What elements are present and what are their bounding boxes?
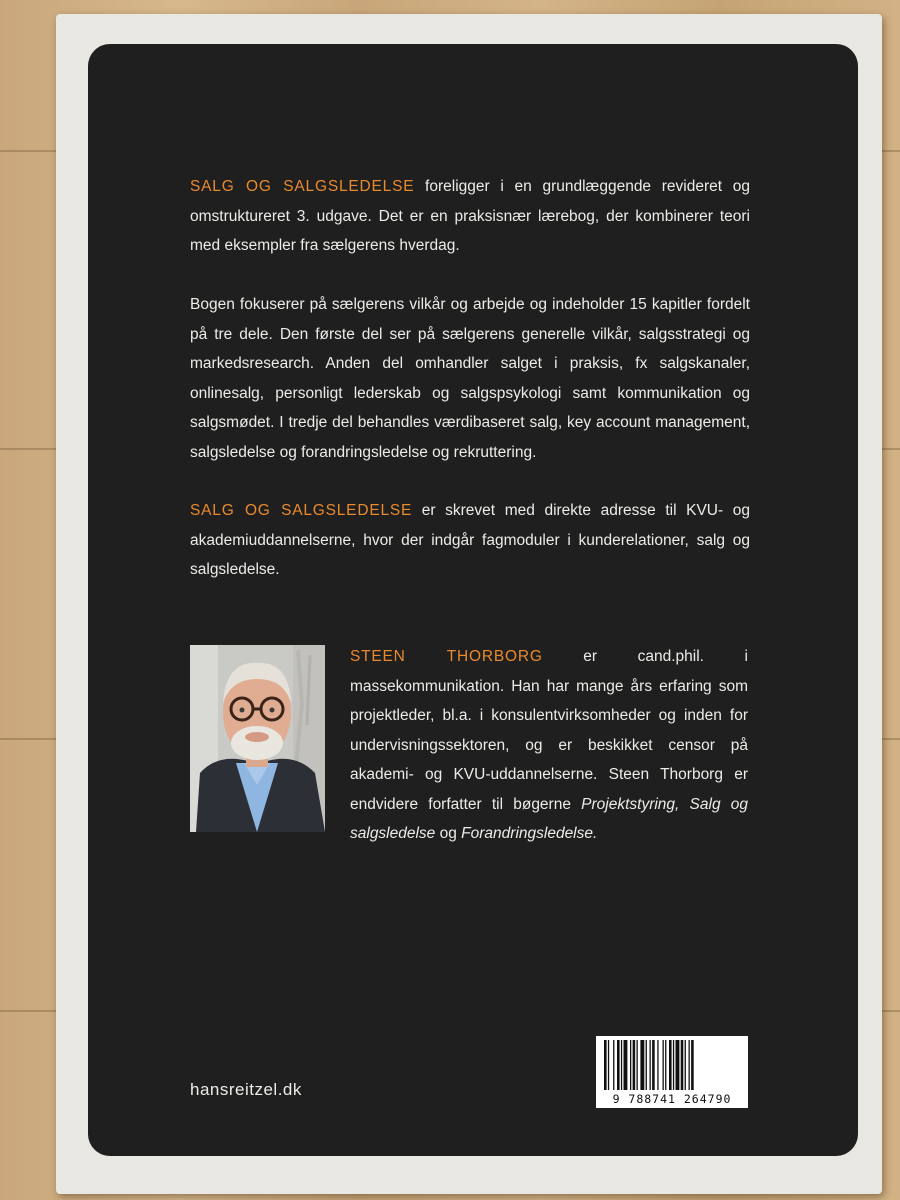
bio-end: . <box>593 825 598 842</box>
isbn-number: 9 788741 264790 <box>612 1092 732 1106</box>
book-reference: Forandringsledelse <box>461 825 593 842</box>
book-title-highlight: SALG OG SALGSLEDELSE <box>190 178 415 195</box>
barcode-bar <box>640 1040 644 1090</box>
barcode-bar <box>608 1040 609 1090</box>
barcode-bar <box>681 1040 684 1090</box>
barcode-bar <box>657 1040 658 1090</box>
barcode-bar <box>613 1040 614 1090</box>
book-back <box>56 14 882 1194</box>
barcode-bar <box>630 1040 631 1090</box>
barcode-bars <box>596 1040 748 1094</box>
paragraph-text: er skrevet med direkte adresse til KVU- og akademiuddannelserne, hvor der indgår fagmoduler i kunderelationer, salg og salgsledelse. <box>190 502 750 578</box>
isbn-barcode <box>596 1036 748 1108</box>
barcode-bar <box>621 1040 622 1090</box>
book-reference-separator: , <box>675 795 690 813</box>
barcode-bar <box>604 1040 607 1090</box>
bio-text: er cand.phil. i massekommunikation. Han har mange års erfaring som projektleder, bl.a. i konsulentvirksomheder og inden for undervisningssektoren, og er beskikket censor på akademi- og KVU-uddannelserne. Steen Thorborg er endvidere forfatter til bøgerne <box>350 648 748 813</box>
book-reference: Projektstyring <box>581 795 676 813</box>
paragraph-text: foreligger i en grundlæggende revideret og omstruktureret 3. udgave. Det er en praksisnær lærebog, der kombinerer teori med eksempler fra sælgerens hverdag. <box>190 178 751 254</box>
description-paragraph-1 <box>190 172 750 261</box>
description-paragraph-3 <box>190 496 750 585</box>
barcode-bar <box>663 1040 664 1090</box>
author-name: STEEN THORBORG <box>350 648 543 665</box>
barcode-bar <box>685 1040 686 1090</box>
barcode-bar <box>691 1040 694 1090</box>
author-bio <box>350 642 748 849</box>
author-portrait <box>190 645 325 832</box>
book-reference-separator: og <box>435 825 462 842</box>
back-cover <box>88 44 858 1156</box>
barcode-bar <box>676 1040 680 1090</box>
barcode-bar <box>650 1040 651 1090</box>
barcode-bar <box>617 1040 620 1090</box>
publisher-website: hansreitzel.dk <box>190 1080 302 1099</box>
description-paragraph-2: Bogen fokuserer på sælgerens vilkår og arbejde og indeholder 15 kapitler fordelt på tre dele. Den første del ser på sælgerens generelle vilkår, salgsstrategi og markedsresearch. Anden del omhandler salget i praksis, fx salgskanaler, onlinesalg, personligt lederskab og salgspsykologi samt kommunikation og salgsmødet. I tredje del behandles værdibaseret salg, key account management, salgsledelse og forandringsledelse og rekruttering. <box>190 296 750 461</box>
barcode-bar <box>633 1040 636 1090</box>
book-title-highlight: SALG OG SALGSLEDELSE <box>190 502 413 519</box>
barcode-bar <box>646 1040 647 1090</box>
barcode-bar <box>652 1040 655 1090</box>
barcode-bar <box>689 1040 690 1090</box>
barcode-bar <box>665 1040 666 1090</box>
book-reference: Salg og salgsledelse <box>350 795 748 842</box>
barcode-bar <box>637 1040 638 1090</box>
barcode-bar <box>624 1040 628 1090</box>
barcode-bar <box>673 1040 674 1090</box>
barcode-bar <box>669 1040 672 1090</box>
